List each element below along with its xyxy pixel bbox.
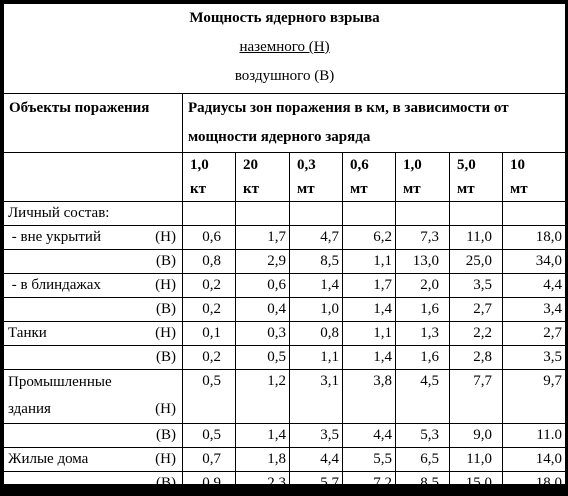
title-line-power: Мощность ядерного взрыва bbox=[189, 10, 380, 26]
row-label: Танки bbox=[8, 325, 47, 341]
value-cell: 1,8 bbox=[236, 448, 290, 472]
power-value: 5,0 bbox=[457, 157, 476, 173]
value-cell: 0,5 bbox=[183, 370, 236, 424]
row-label: - вне укрытий bbox=[8, 229, 101, 245]
power-unit: кт bbox=[190, 181, 207, 197]
value-cell: 1,3 bbox=[396, 322, 450, 346]
value-cell: 0,2 bbox=[183, 274, 236, 298]
value-cell: 5,3 bbox=[396, 424, 450, 448]
row-label-cell bbox=[4, 370, 183, 424]
value-cell: 6,5 bbox=[396, 448, 450, 472]
value-cell: 4,4 bbox=[503, 274, 566, 298]
power-cell bbox=[343, 153, 396, 202]
power-value: 10 bbox=[510, 157, 525, 173]
value-cell: 2,7 bbox=[450, 298, 503, 322]
row-label: Жилые дома bbox=[8, 451, 89, 467]
value-cell: 4,4 bbox=[290, 448, 343, 472]
value-cell: 9,7 bbox=[503, 370, 566, 424]
power-unit: кт bbox=[243, 181, 260, 197]
power-row bbox=[4, 153, 566, 202]
value-cell: 3,8 bbox=[343, 370, 396, 424]
value-cell: 11,0 bbox=[450, 448, 503, 472]
value-cell: 0,4 bbox=[236, 298, 290, 322]
value-cell: 7,3 bbox=[396, 226, 450, 250]
row-code: (Н) bbox=[155, 229, 176, 245]
row-label: - в блиндажах bbox=[8, 277, 101, 293]
row-label-cell bbox=[4, 424, 183, 448]
value-cell: 11.0 bbox=[503, 424, 566, 448]
power-cell bbox=[290, 153, 343, 202]
value-cell: 0,6 bbox=[183, 226, 236, 250]
title-cell bbox=[4, 4, 566, 94]
row-code: (Н) bbox=[155, 401, 176, 417]
table-row bbox=[4, 472, 566, 496]
title-line-ground: наземного (Н) bbox=[239, 39, 330, 55]
table-row bbox=[4, 424, 566, 448]
value-cell bbox=[290, 202, 343, 226]
value-cell: 0,8 bbox=[290, 322, 343, 346]
row-code: (В) bbox=[156, 427, 176, 443]
value-cell: 0,5 bbox=[183, 424, 236, 448]
title-row bbox=[4, 4, 566, 94]
value-cell: 14,0 bbox=[503, 448, 566, 472]
title-line-air: воздушного (В) bbox=[234, 68, 335, 84]
header-row bbox=[4, 94, 566, 153]
table-row bbox=[4, 448, 566, 472]
power-value: 20 bbox=[243, 157, 258, 173]
power-cell bbox=[396, 153, 450, 202]
value-cell: 4,7 bbox=[290, 226, 343, 250]
value-cell: 2,7 bbox=[503, 322, 566, 346]
value-cell: 5,7 bbox=[290, 472, 343, 496]
value-cell: 2,3 bbox=[236, 472, 290, 496]
header-objects: Объекты поражения bbox=[4, 94, 183, 153]
value-cell: 8,5 bbox=[290, 250, 343, 274]
value-cell bbox=[183, 202, 236, 226]
value-cell: 4,5 bbox=[396, 370, 450, 424]
row-label-cell bbox=[4, 346, 183, 370]
value-cell: 25,0 bbox=[450, 250, 503, 274]
table-row bbox=[4, 226, 566, 250]
row-label: Промышленные bbox=[8, 374, 112, 390]
power-unit: мт bbox=[403, 181, 421, 197]
value-cell: 4,4 bbox=[343, 424, 396, 448]
value-cell: 1,1 bbox=[290, 346, 343, 370]
power-unit: мт bbox=[510, 181, 528, 197]
value-cell: 13,0 bbox=[396, 250, 450, 274]
value-cell bbox=[503, 202, 566, 226]
value-cell: 1,7 bbox=[343, 274, 396, 298]
value-cell: 3,4 bbox=[503, 298, 566, 322]
value-cell: 2,9 bbox=[236, 250, 290, 274]
value-cell: 7,2 bbox=[343, 472, 396, 496]
row-label-cell bbox=[4, 448, 183, 472]
value-cell: 1,7 bbox=[236, 226, 290, 250]
value-cell bbox=[396, 202, 450, 226]
value-cell: 3,5 bbox=[290, 424, 343, 448]
value-cell: 1,4 bbox=[290, 274, 343, 298]
table-row bbox=[4, 370, 566, 424]
nuclear-damage-table bbox=[3, 3, 566, 496]
value-cell: 0,1 bbox=[183, 322, 236, 346]
row-code: (Н) bbox=[155, 277, 176, 293]
value-cell: 0,5 bbox=[236, 346, 290, 370]
value-cell: 0,2 bbox=[183, 346, 236, 370]
power-cell bbox=[450, 153, 503, 202]
row-code: (Н) bbox=[155, 325, 176, 341]
value-cell: 6,2 bbox=[343, 226, 396, 250]
power-value: 1,0 bbox=[190, 157, 209, 173]
value-cell: 1,1 bbox=[343, 322, 396, 346]
value-cell bbox=[343, 202, 396, 226]
value-cell: 18,0 bbox=[503, 472, 566, 496]
power-row-spacer bbox=[4, 153, 183, 202]
power-unit: мт bbox=[457, 181, 475, 197]
header-radii: Радиусы зон поражения в км, в зависимости от мощности ядерного заряда bbox=[183, 94, 566, 153]
value-cell: 3,5 bbox=[503, 346, 566, 370]
row-code: (Н) bbox=[155, 451, 176, 467]
power-value: 0,3 bbox=[297, 157, 316, 173]
value-cell: 2,0 bbox=[396, 274, 450, 298]
value-cell: 1,4 bbox=[236, 424, 290, 448]
value-cell: 0,2 bbox=[183, 298, 236, 322]
power-unit: мт bbox=[297, 181, 315, 197]
value-cell: 34,0 bbox=[503, 250, 566, 274]
row-label-cell bbox=[4, 322, 183, 346]
value-cell: 0,7 bbox=[183, 448, 236, 472]
value-cell: 1,2 bbox=[236, 370, 290, 424]
table-row bbox=[4, 298, 566, 322]
value-cell: 1,6 bbox=[396, 346, 450, 370]
table-row bbox=[4, 274, 566, 298]
value-cell: 0,6 bbox=[236, 274, 290, 298]
value-cell: 1,0 bbox=[290, 298, 343, 322]
row-label-continued: здания bbox=[8, 401, 51, 417]
table-row bbox=[4, 250, 566, 274]
power-value: 1,0 bbox=[403, 157, 422, 173]
value-cell: 15,0 bbox=[450, 472, 503, 496]
power-value: 0,6 bbox=[350, 157, 369, 173]
row-code: (В) bbox=[156, 253, 176, 269]
row-label-cell bbox=[4, 202, 183, 226]
row-label-cell bbox=[4, 274, 183, 298]
row-label-cell bbox=[4, 250, 183, 274]
power-cell bbox=[503, 153, 566, 202]
power-unit: мт bbox=[350, 181, 368, 197]
row-code: (В) bbox=[156, 301, 176, 317]
table-row bbox=[4, 346, 566, 370]
value-cell: 9,0 bbox=[450, 424, 503, 448]
power-cell bbox=[183, 153, 236, 202]
value-cell: 0,9 bbox=[183, 472, 236, 496]
value-cell: 18,0 bbox=[503, 226, 566, 250]
row-code: (В) bbox=[156, 475, 176, 491]
value-cell: 5,5 bbox=[343, 448, 396, 472]
row-label-cell bbox=[4, 226, 183, 250]
value-cell: 1,4 bbox=[343, 298, 396, 322]
value-cell: 0,3 bbox=[236, 322, 290, 346]
row-code: (В) bbox=[156, 349, 176, 365]
value-cell: 7,7 bbox=[450, 370, 503, 424]
value-cell: 1,6 bbox=[396, 298, 450, 322]
value-cell bbox=[450, 202, 503, 226]
value-cell: 2,2 bbox=[450, 322, 503, 346]
row-label-cell bbox=[4, 298, 183, 322]
value-cell: 2,8 bbox=[450, 346, 503, 370]
value-cell: 3,5 bbox=[450, 274, 503, 298]
value-cell: 8,5 bbox=[396, 472, 450, 496]
value-cell: 1,1 bbox=[343, 250, 396, 274]
value-cell: 0,8 bbox=[183, 250, 236, 274]
value-cell: 1,4 bbox=[343, 346, 396, 370]
table-row bbox=[4, 202, 566, 226]
value-cell bbox=[236, 202, 290, 226]
value-cell: 11,0 bbox=[450, 226, 503, 250]
value-cell: 3,1 bbox=[290, 370, 343, 424]
table-row bbox=[4, 322, 566, 346]
row-label: Личный состав: bbox=[8, 205, 110, 221]
row-label-cell bbox=[4, 472, 183, 496]
power-cell bbox=[236, 153, 290, 202]
